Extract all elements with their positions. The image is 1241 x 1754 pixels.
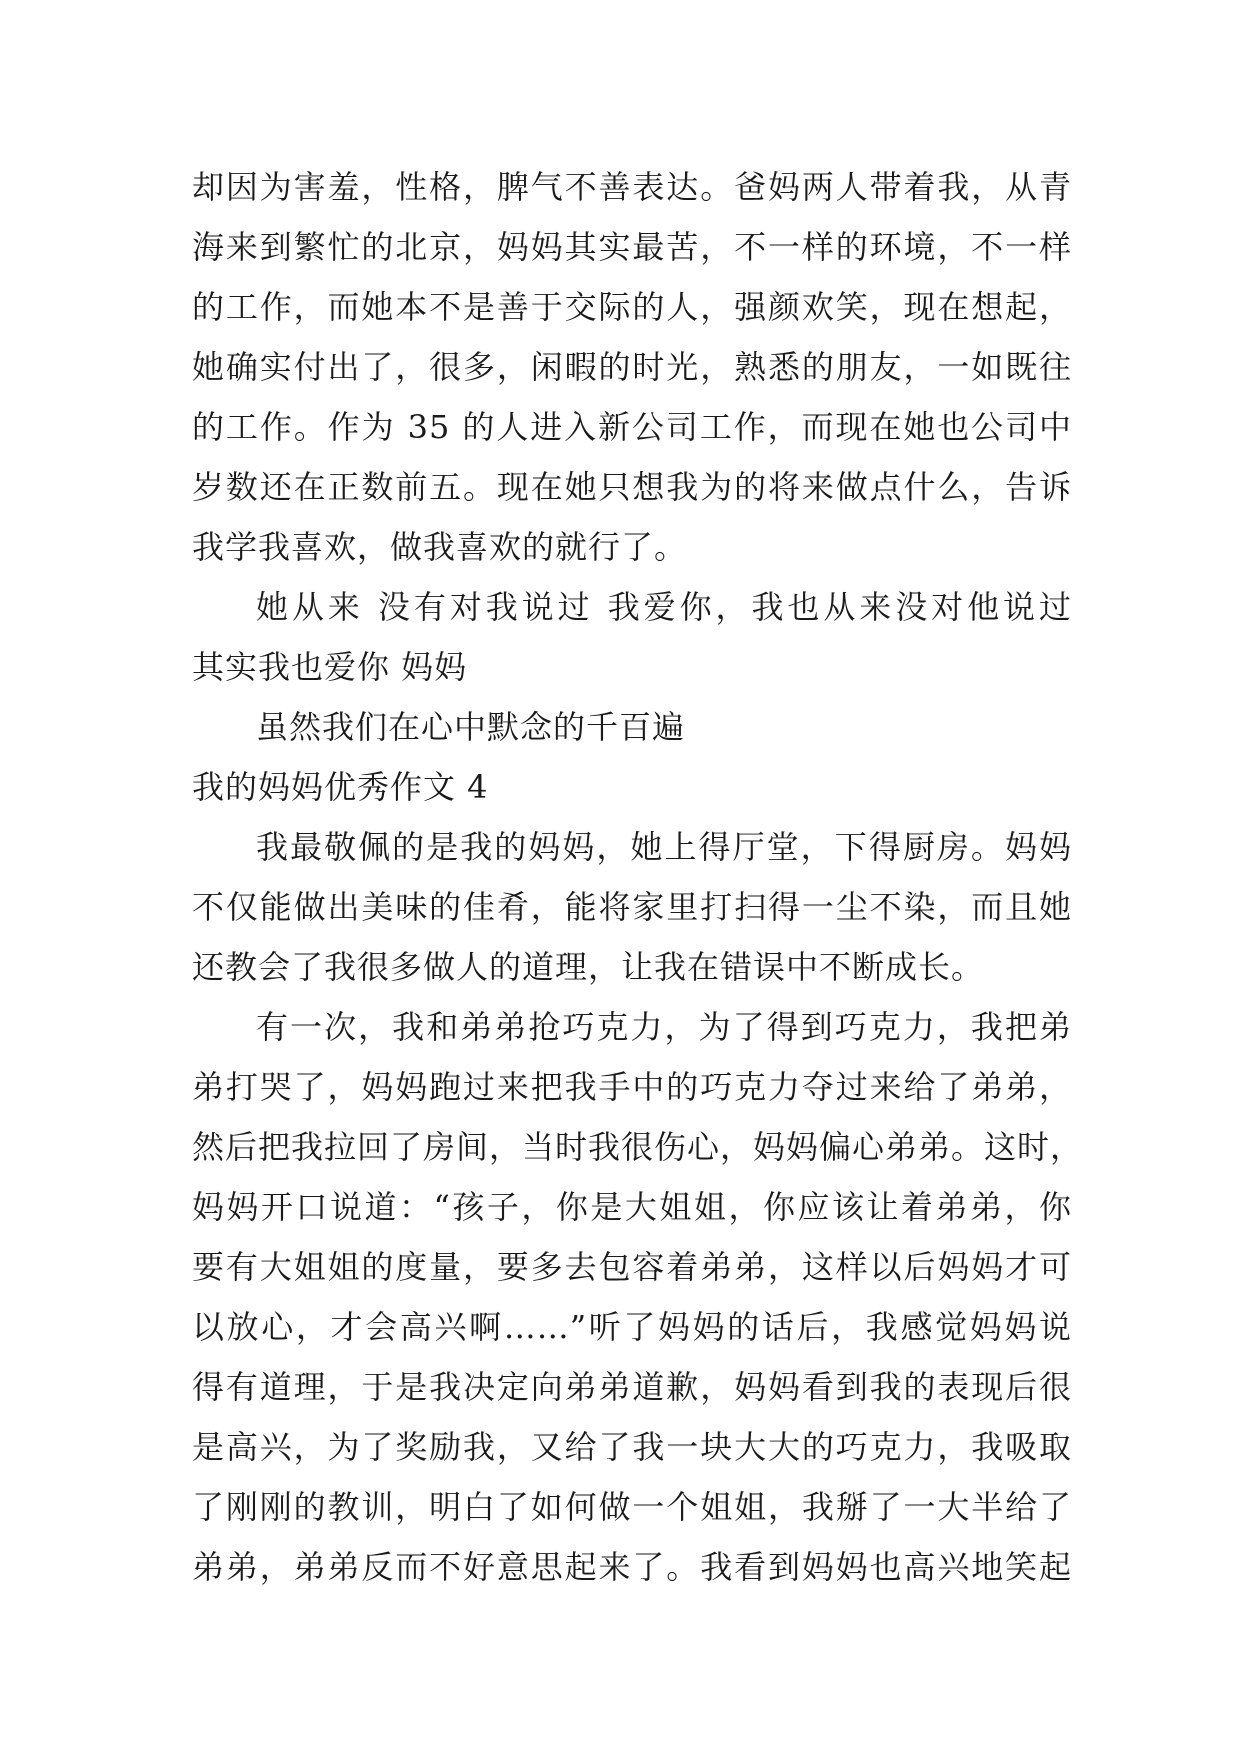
text-line: 不仅能做出美味的佳肴，能将家里打扫得一尘不染，而且她 <box>192 888 1072 926</box>
text-line: 的工作，而她本不是善于交际的人，强颜欢笑，现在想起， <box>192 288 1072 326</box>
text-line: 我学我喜欢，做我喜欢的就行了。 <box>192 528 688 566</box>
text-line: 的工作。作为 35 的人进入新公司工作，而现在她也公司中 <box>192 408 1072 446</box>
text-line: 以放心，才会高兴啊……”听了妈妈的话后，我感觉妈妈说 <box>192 1308 1072 1346</box>
text-line: 却因为害羞，性格，脾气不善表达。爸妈两人带着我，从青 <box>192 168 1072 206</box>
text-line: 有一次，我和弟弟抢巧克力，为了得到巧克力，我把弟 <box>256 1008 1072 1046</box>
section-heading: 我的妈妈优秀作文 4 <box>192 768 489 806</box>
text-line: 然后把我拉回了房间，当时我很伤心，妈妈偏心弟弟。这时， <box>192 1128 1084 1166</box>
text-line: 还教会了我很多做人的道理，让我在错误中不断成长。 <box>192 948 985 986</box>
text-line: 是高兴，为了奖励我，又给了我一块大大的巧克力，我吸取 <box>192 1428 1072 1466</box>
text-line: 得有道理，于是我决定向弟弟道歉，妈妈看到我的表现后很 <box>192 1368 1072 1406</box>
text-line: 我最敬佩的是我的妈妈，她上得厅堂，下得厨房。妈妈 <box>256 828 1072 866</box>
text-line: 海来到繁忙的北京，妈妈其实最苦，不一样的环境，不一样 <box>192 228 1072 266</box>
text-line: 虽然我们在心中默念的千百遍 <box>256 708 686 746</box>
essay-text <box>192 157 1084 1597</box>
text-line: 弟弟，弟弟反而不好意思起来了。我看到妈妈也高兴地笑起 <box>192 1548 1072 1586</box>
text-line: 妈妈开口说道：“孩子，你是大姐姐，你应该让着弟弟，你 <box>192 1188 1072 1226</box>
text-line: 了刚刚的教训，明白了如何做一个姐姐，我掰了一大半给了 <box>192 1488 1072 1526</box>
text-line: 弟打哭了，妈妈跑过来把我手中的巧克力夺过来给了弟弟， <box>192 1068 1072 1106</box>
text-line: 她确实付出了，很多，闲暇的时光，熟悉的朋友，一如既往 <box>192 348 1072 386</box>
text-line: 其实我也爱你 妈妈 <box>192 648 468 686</box>
text-line: 要有大姐姐的度量，要多去包容着弟弟，这样以后妈妈才可 <box>192 1248 1072 1286</box>
text-line: 岁数还在正数前五。现在她只想我为的将来做点什么，告诉 <box>192 468 1072 506</box>
text-line: 她从来 没有对我说过 我爱你，我也从来没对他说过 <box>256 588 1072 626</box>
